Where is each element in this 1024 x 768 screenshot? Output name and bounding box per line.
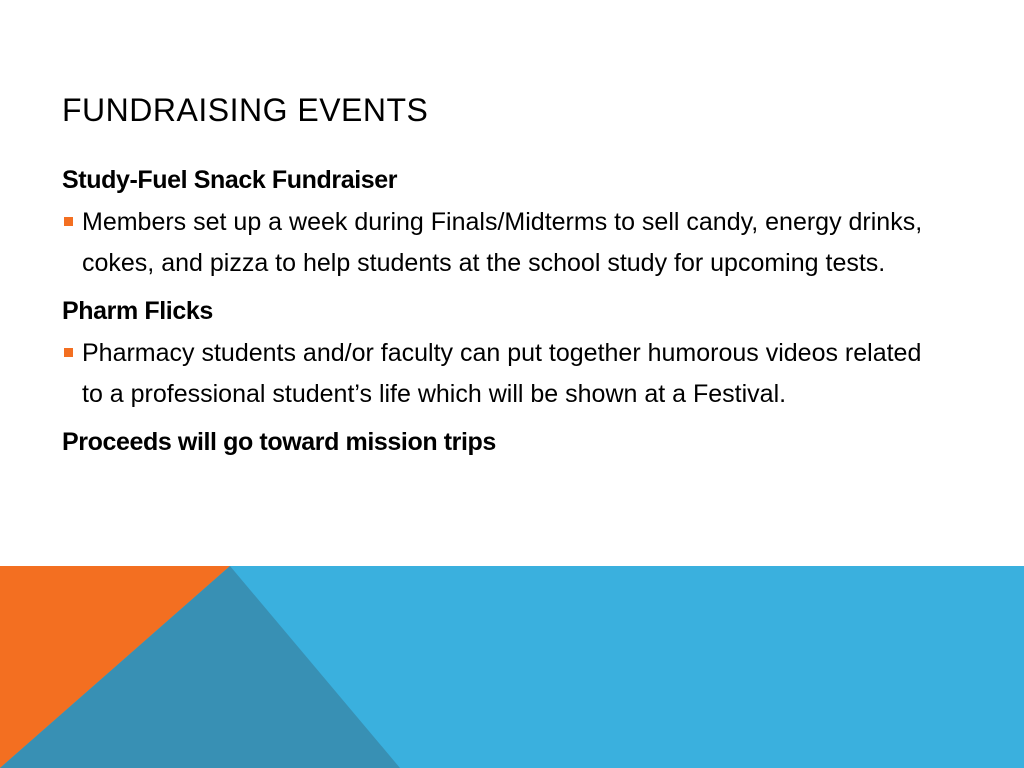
bullet-pharm-flicks (62, 333, 942, 414)
bullet-square-icon (64, 348, 73, 357)
bullet-text: Members set up a week during Finals/Midterms to sell candy, energy drinks, cokes, and pizza to help students at the school study for upcoming tests. (82, 208, 923, 277)
bullet-study-fuel (62, 202, 942, 283)
bullet-text: Pharmacy students and/or faculty can put together humorous videos related to a professional student’s life which will be shown at a Festival. (82, 339, 922, 408)
closing-statement: Proceeds will go toward mission trips (62, 428, 496, 456)
bullet-square-icon (64, 217, 73, 226)
section-heading-pharm-flicks: Pharm Flicks (62, 297, 213, 325)
slide-title: FUNDRAISING EVENTS (62, 92, 429, 128)
slide-body (62, 162, 942, 460)
section-heading-study-fuel: Study-Fuel Snack Fundraiser (62, 166, 398, 194)
